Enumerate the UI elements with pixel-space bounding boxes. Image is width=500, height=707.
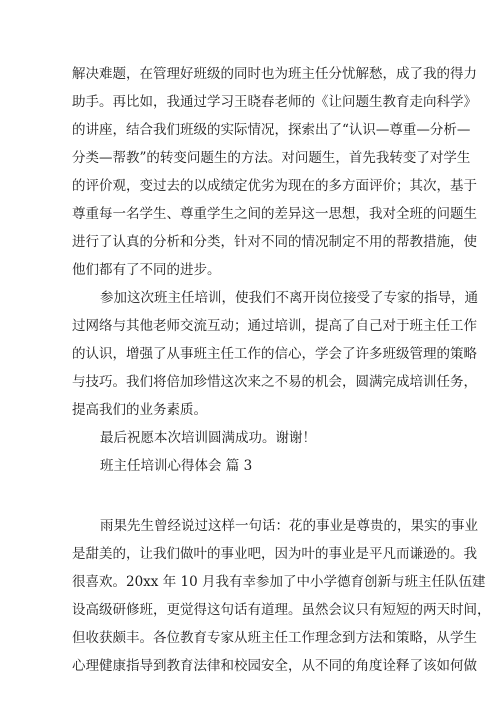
text-line: 尊重每一名学生、尊重学生之间的差异这一思想，我对全班的问题生 bbox=[72, 206, 477, 222]
text-line: 他们都有了不同的进步。 bbox=[72, 262, 221, 278]
text-line: 与技巧。我们将倍加珍惜这次来之不易的机会，圆满完成培训任务， bbox=[72, 374, 477, 390]
text-line: 设高级研修班，更觉得这句话有道理。虽然会议只有短短的两天时间， bbox=[72, 602, 491, 618]
text-line: 的讲座，结合我们班级的实际情况，探索出了“认识—尊重—分析— bbox=[72, 122, 471, 138]
section-heading: 班主任培训心得体会 篇 3 bbox=[100, 458, 253, 474]
text-line: 但收获颇丰。各位教育专家从班主任工作理念到方法和策略，从学生 bbox=[72, 630, 477, 646]
text-line: 进行了认真的分析和分类，针对不同的情况制定不用的帮教措施，使 bbox=[72, 234, 477, 250]
text-line: 解决难题，在管理好班级的同时也为班主任分忧解愁，成了我的得力 bbox=[72, 66, 477, 82]
text-line: 助手。再比如，我通过学习王晓春老师的《让问题生教育走向科学》 bbox=[72, 94, 477, 110]
text-line: 参加这次班主任培训，使我们不离开岗位接受了专家的指导，通 bbox=[100, 290, 478, 306]
closing-line: 最后祝愿本次培训圆满成功。谢谢！ bbox=[100, 430, 316, 446]
text-line: 心理健康指导到教育法律和校园安全，从不同的角度诠释了该如何做 bbox=[72, 658, 477, 674]
text-line: 的评价观，变过去的以成绩定优劣为现在的多方面评价；其次，基于 bbox=[72, 178, 477, 194]
text-line: 分类—帮教”的转变问题生的方法。对问题生，首先我转变了对学生 bbox=[72, 150, 471, 166]
text-line: 是甜美的，让我们做叶的事业吧，因为叶的事业是平凡而谦逊的。我 bbox=[72, 546, 477, 562]
text-line: 的认识，增强了从事班主任工作的信心，学会了许多班级管理的策略 bbox=[72, 346, 477, 362]
text-line: 雨果先生曾经说过这样一句话：花的事业是尊贵的，果实的事业 bbox=[100, 518, 478, 534]
text-line: 提高我们的业务素质。 bbox=[72, 402, 207, 418]
text-line: 很喜欢。20xx 年 10 月我有幸参加了中小学德育创新与班主任队伍建 bbox=[72, 574, 486, 590]
text-line: 过网络与其他老师交流互动；通过培训，提高了自己对于班主任工作 bbox=[72, 318, 477, 334]
